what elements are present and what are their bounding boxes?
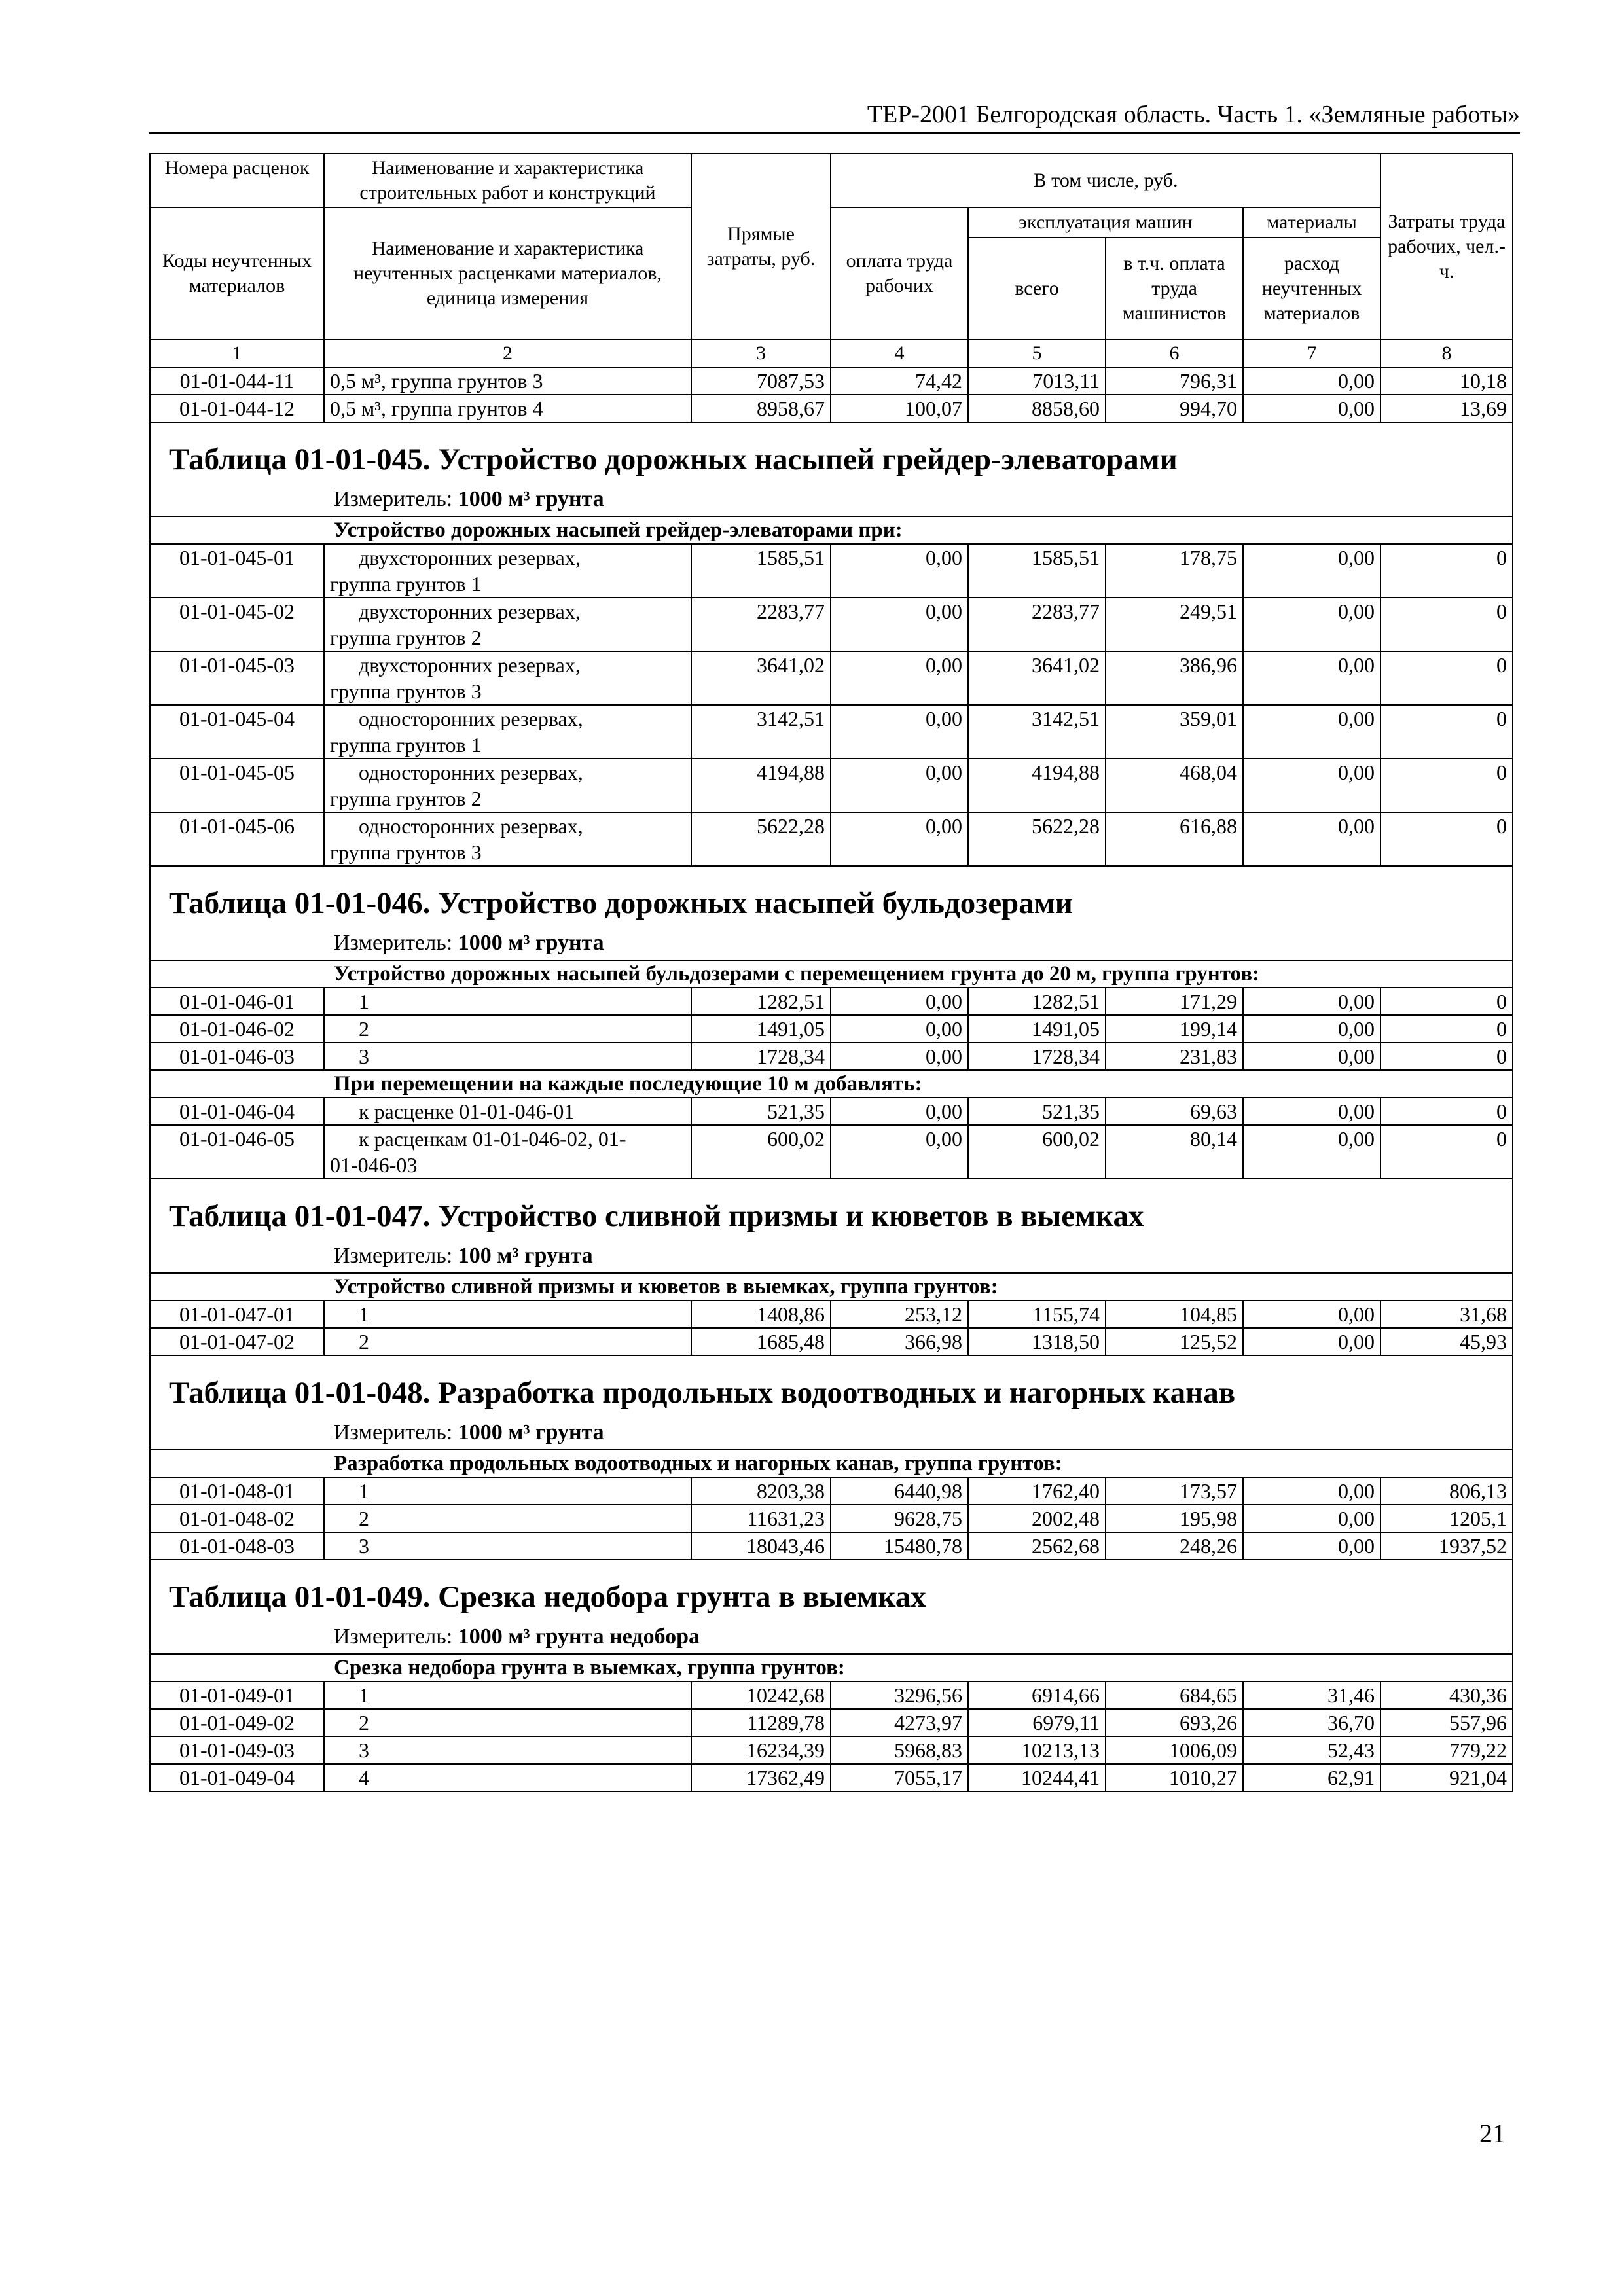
row-value: 3641,02 (691, 651, 831, 705)
row-value: 0,00 (831, 1125, 968, 1179)
section-measure: Измеритель: 1000 м³ грунта (334, 1420, 604, 1444)
col-header-labor-pay: оплата труда рабочих (831, 207, 968, 340)
row-value: 521,35 (968, 1098, 1106, 1125)
row-code: 01-01-048-03 (150, 1532, 324, 1560)
row-value: 62,91 (1243, 1764, 1380, 1791)
row-value: 2562,68 (968, 1532, 1106, 1560)
row-value: 2283,77 (691, 598, 831, 651)
row-value: 1491,05 (691, 1015, 831, 1043)
row-value: 11631,23 (691, 1505, 831, 1532)
col-header-machines-total: всего (968, 238, 1106, 340)
row-value: 2283,77 (968, 598, 1106, 651)
row-value: 359,01 (1106, 705, 1243, 759)
section-title: Таблица 01-01-049. Срезка недобора грунта в выемках (169, 1580, 926, 1614)
row-code: 01-01-048-01 (150, 1477, 324, 1505)
row-value: 0,00 (831, 705, 968, 759)
section-046 (150, 866, 1513, 960)
rows-046b (150, 1098, 1513, 1179)
rows-046 (150, 988, 1513, 1070)
section-measure: Измеритель: 1000 м³ грунта (334, 487, 604, 511)
section-subheading: Срезка недобора грунта в выемках, группа грунтов: (150, 1654, 1513, 1681)
section-045 (150, 422, 1513, 516)
row-description: двухсторонних резервах, группа грунтов 2 (324, 598, 691, 651)
row-value: 231,83 (1106, 1043, 1243, 1070)
table-row (150, 705, 1513, 759)
row-value: 52,43 (1243, 1736, 1380, 1764)
section-subheading: При перемещении на каждые последующие 10 м добавлять: (150, 1070, 1513, 1098)
row-value: 1585,51 (691, 544, 831, 598)
table-row (150, 1505, 1513, 1532)
row-value: 80,14 (1106, 1125, 1243, 1179)
row-value: 1010,27 (1106, 1764, 1243, 1791)
row-value: 0,00 (831, 1015, 968, 1043)
row-code: 01-01-045-04 (150, 705, 324, 759)
row-description: 1 (324, 1477, 691, 1505)
table-row (150, 544, 1513, 598)
row-value: 1006,09 (1106, 1736, 1243, 1764)
rates-table (149, 153, 1513, 1792)
table-row (150, 1300, 1513, 1328)
row-value: 17362,49 (691, 1764, 831, 1791)
row-value: 178,75 (1106, 544, 1243, 598)
row-value: 616,88 (1106, 812, 1243, 866)
row-value: 0,00 (1243, 651, 1380, 705)
row-value: 4194,88 (691, 759, 831, 812)
row-description: 3 (324, 1043, 691, 1070)
rows-049 (150, 1681, 1513, 1791)
section-title: Таблица 01-01-047. Устройство сливной призмы и кюветов в выемках (169, 1199, 1144, 1233)
row-value: 1282,51 (968, 988, 1106, 1015)
row-value: 0,00 (831, 812, 968, 866)
row-value: 1685,48 (691, 1328, 831, 1355)
table-row (150, 1709, 1513, 1736)
section-measure: Измеритель: 100 м³ грунта (334, 1244, 593, 1268)
row-value: 806,13 (1380, 1477, 1513, 1505)
section-subheading: Разработка продольных водоотводных и нагорных канав, группа грунтов: (150, 1450, 1513, 1477)
row-value: 0,00 (1243, 1328, 1380, 1355)
row-value: 16234,39 (691, 1736, 831, 1764)
row-value: 0,00 (831, 1043, 968, 1070)
section-047 (150, 1179, 1513, 1273)
row-code: 01-01-046-05 (150, 1125, 324, 1179)
row-value: 8203,38 (691, 1477, 831, 1505)
row-description: двухсторонних резервах, группа грунтов 3 (324, 651, 691, 705)
row-code: 01-01-046-01 (150, 988, 324, 1015)
section-title: Таблица 01-01-045. Устройство дорожных насыпей грейдер-элеваторами (169, 442, 1178, 476)
row-value: 0,00 (1243, 1043, 1380, 1070)
page-number: 21 (1479, 2119, 1506, 2148)
row-description: 2 (324, 1709, 691, 1736)
row-value: 0,00 (1243, 988, 1380, 1015)
table-row (150, 1015, 1513, 1043)
row-value: 125,52 (1106, 1328, 1243, 1355)
row-value: 5622,28 (691, 812, 831, 866)
row-value: 3296,56 (831, 1681, 968, 1709)
col-header-including: В том числе, руб. (831, 154, 1380, 207)
table-row (150, 1125, 1513, 1179)
row-value: 0,00 (1243, 1477, 1380, 1505)
col-header-material-codes: Коды неучтенных материалов (150, 207, 324, 340)
col-header-direct-costs: Прямые затраты, руб. (691, 154, 831, 340)
row-code: 01-01-049-04 (150, 1764, 324, 1791)
row-value: 468,04 (1106, 759, 1243, 812)
row-value: 10244,41 (968, 1764, 1106, 1791)
row-value: 0 (1380, 759, 1513, 812)
row-value: 0 (1380, 598, 1513, 651)
row-value: 0 (1380, 1125, 1513, 1179)
col-header-material-names: Наименование и характеристика неучтенных расценками материалов, единица измерения (324, 207, 691, 340)
row-value: 1728,34 (968, 1043, 1106, 1070)
row-value: 366,98 (831, 1328, 968, 1355)
row-code: 01-01-048-02 (150, 1505, 324, 1532)
row-value: 557,96 (1380, 1709, 1513, 1736)
row-description: 1 (324, 1681, 691, 1709)
row-value: 18043,46 (691, 1532, 831, 1560)
rows-047 (150, 1300, 1513, 1355)
row-value: 1728,34 (691, 1043, 831, 1070)
row-value: 0,00 (1243, 1532, 1380, 1560)
row-value: 430,36 (1380, 1681, 1513, 1709)
row-description: к расценкам 01-01-046-02, 01- 01-046-03 (324, 1125, 691, 1179)
row-value: 693,26 (1106, 1709, 1243, 1736)
table-row (150, 1328, 1513, 1355)
row-value: 195,98 (1106, 1505, 1243, 1532)
table-row (150, 1764, 1513, 1791)
row-value: 3142,51 (691, 705, 831, 759)
row-value: 0,00 (831, 598, 968, 651)
row-description: односторонних резервах, группа грунтов 3 (324, 812, 691, 866)
row-value: 0 (1380, 812, 1513, 866)
row-value: 0,00 (1243, 1098, 1380, 1125)
row-description: односторонних резервах, группа грунтов 1 (324, 705, 691, 759)
row-value: 3641,02 (968, 651, 1106, 705)
row-value: 7055,17 (831, 1764, 968, 1791)
row-description: 4 (324, 1764, 691, 1791)
row-value: 0,00 (831, 759, 968, 812)
row-value: 1491,05 (968, 1015, 1106, 1043)
row-value: 0,00 (1243, 1505, 1380, 1532)
row-description: 2 (324, 1328, 691, 1355)
row-value: 0,00 (1243, 705, 1380, 759)
section-subheading: Устройство сливной призмы и кюветов в выемках, группа грунтов: (150, 1273, 1513, 1300)
row-value: 0,00 (1243, 1015, 1380, 1043)
row-description: 2 (324, 1015, 691, 1043)
section-measure: Измеритель: 1000 м³ грунта недобора (334, 1624, 700, 1649)
table-row: 01-01-044-12 0,5 м³, группа грунтов 4 8958,67 100,07 8858,60 994,70 0,00 13,69 (150, 395, 1513, 422)
row-value: 0 (1380, 1043, 1513, 1070)
table-row (150, 988, 1513, 1015)
row-value: 248,26 (1106, 1532, 1243, 1560)
row-value: 45,93 (1380, 1328, 1513, 1355)
row-value: 249,51 (1106, 598, 1243, 651)
col-header-machines: эксплуатация машин (968, 207, 1243, 238)
rows-045 (150, 544, 1513, 866)
section-048 (150, 1355, 1513, 1450)
row-code: 01-01-045-03 (150, 651, 324, 705)
row-value: 600,02 (691, 1125, 831, 1179)
row-value: 1282,51 (691, 988, 831, 1015)
row-value: 1937,52 (1380, 1532, 1513, 1560)
row-value: 253,12 (831, 1300, 968, 1328)
row-code: 01-01-047-02 (150, 1328, 324, 1355)
table-row (150, 759, 1513, 812)
row-value: 199,14 (1106, 1015, 1243, 1043)
row-value: 921,04 (1380, 1764, 1513, 1791)
row-value: 104,85 (1106, 1300, 1243, 1328)
table-row (150, 1477, 1513, 1505)
row-value: 5968,83 (831, 1736, 968, 1764)
row-value: 4194,88 (968, 759, 1106, 812)
row-code: 01-01-046-04 (150, 1098, 324, 1125)
row-code: 01-01-046-02 (150, 1015, 324, 1043)
section-subheading: Устройство дорожных насыпей бульдозерами с перемещением грунта до 20 м, группа грунтов: (150, 960, 1513, 988)
row-description: 3 (324, 1532, 691, 1560)
table-row (150, 598, 1513, 651)
table-row: 01-01-044-11 0,5 м³, группа грунтов 3 7087,53 74,42 7013,11 796,31 0,00 10,18 (150, 367, 1513, 395)
row-code: 01-01-045-02 (150, 598, 324, 651)
page-header: ТЕР-2001 Белгородская область. Часть 1. «Земляные работы» (149, 97, 1520, 134)
section-title: Таблица 01-01-046. Устройство дорожных насыпей бульдозерами (169, 886, 1073, 920)
table-row (150, 1736, 1513, 1764)
row-value: 6914,66 (968, 1681, 1106, 1709)
row-value: 31,46 (1243, 1681, 1380, 1709)
row-value: 36,70 (1243, 1709, 1380, 1736)
row-value: 0,00 (1243, 1300, 1380, 1328)
row-value: 779,22 (1380, 1736, 1513, 1764)
row-value: 0,00 (1243, 759, 1380, 812)
column-numbers-row: 1 2 3 4 5 6 7 8 (150, 340, 1513, 367)
row-value: 600,02 (968, 1125, 1106, 1179)
row-value: 0 (1380, 544, 1513, 598)
rows-048 (150, 1477, 1513, 1560)
row-value: 31,68 (1380, 1300, 1513, 1328)
row-value: 0,00 (1243, 812, 1380, 866)
col-header-machinist-pay: в т.ч. оплата труда машинистов (1106, 238, 1243, 340)
row-description: 1 (324, 1300, 691, 1328)
table-row (150, 1681, 1513, 1709)
row-value: 5622,28 (968, 812, 1106, 866)
row-value: 0 (1380, 988, 1513, 1015)
table-row (150, 1043, 1513, 1070)
row-value: 0 (1380, 705, 1513, 759)
table-row (150, 1532, 1513, 1560)
section-title: Таблица 01-01-048. Разработка продольных водоотводных и нагорных канав (169, 1376, 1236, 1410)
row-code: 01-01-045-05 (150, 759, 324, 812)
row-description: 3 (324, 1736, 691, 1764)
row-value: 0 (1380, 1098, 1513, 1125)
row-value: 4273,97 (831, 1709, 968, 1736)
row-code: 01-01-049-03 (150, 1736, 324, 1764)
table-row (150, 1098, 1513, 1125)
row-value: 6979,11 (968, 1709, 1106, 1736)
row-value: 1205,1 (1380, 1505, 1513, 1532)
row-value: 1408,86 (691, 1300, 831, 1328)
row-value: 3142,51 (968, 705, 1106, 759)
row-value: 1762,40 (968, 1477, 1106, 1505)
row-description: двухсторонних резервах, группа грунтов 1 (324, 544, 691, 598)
row-value: 2002,48 (968, 1505, 1106, 1532)
row-value: 6440,98 (831, 1477, 968, 1505)
row-value: 11289,78 (691, 1709, 831, 1736)
col-header-name: Наименование и характеристика строительных работ и конструкций (324, 154, 691, 207)
row-code: 01-01-049-01 (150, 1681, 324, 1709)
row-value: 0 (1380, 1015, 1513, 1043)
row-value: 0,00 (831, 1098, 968, 1125)
row-value: 15480,78 (831, 1532, 968, 1560)
table-row (150, 812, 1513, 866)
row-value: 173,57 (1106, 1477, 1243, 1505)
col-header-unaccounted-materials: расход неучтенных материалов (1243, 238, 1380, 340)
row-value: 69,63 (1106, 1098, 1243, 1125)
row-description: односторонних резервах, группа грунтов 2 (324, 759, 691, 812)
row-description: 2 (324, 1505, 691, 1532)
row-value: 0,00 (1243, 544, 1380, 598)
section-subheading: Устройство дорожных насыпей грейдер-элеваторами при: (150, 516, 1513, 544)
table-row (150, 651, 1513, 705)
row-value: 0,00 (831, 544, 968, 598)
row-value: 10213,13 (968, 1736, 1106, 1764)
row-code: 01-01-047-01 (150, 1300, 324, 1328)
row-value: 171,29 (1106, 988, 1243, 1015)
row-value: 9628,75 (831, 1505, 968, 1532)
row-code: 01-01-046-03 (150, 1043, 324, 1070)
row-value: 0,00 (1243, 598, 1380, 651)
row-code: 01-01-045-01 (150, 544, 324, 598)
row-value: 10242,68 (691, 1681, 831, 1709)
row-description: к расценке 01-01-046-01 (324, 1098, 691, 1125)
row-value: 0,00 (831, 651, 968, 705)
col-header-materials: материалы (1243, 207, 1380, 238)
row-value: 684,65 (1106, 1681, 1243, 1709)
row-value: 521,35 (691, 1098, 831, 1125)
row-value: 1155,74 (968, 1300, 1106, 1328)
row-value: 0,00 (1243, 1125, 1380, 1179)
col-header-code: Номера расценок (150, 154, 324, 207)
section-measure: Измеритель: 1000 м³ грунта (334, 931, 604, 955)
row-code: 01-01-045-06 (150, 812, 324, 866)
row-value: 1585,51 (968, 544, 1106, 598)
row-code: 01-01-049-02 (150, 1709, 324, 1736)
col-header-labor-hours: Затраты труда рабочих, чел.-ч. (1380, 154, 1513, 340)
row-description: 1 (324, 988, 691, 1015)
row-value: 0,00 (831, 988, 968, 1015)
section-049 (150, 1560, 1513, 1654)
row-value: 386,96 (1106, 651, 1243, 705)
row-value: 0 (1380, 651, 1513, 705)
row-value: 1318,50 (968, 1328, 1106, 1355)
